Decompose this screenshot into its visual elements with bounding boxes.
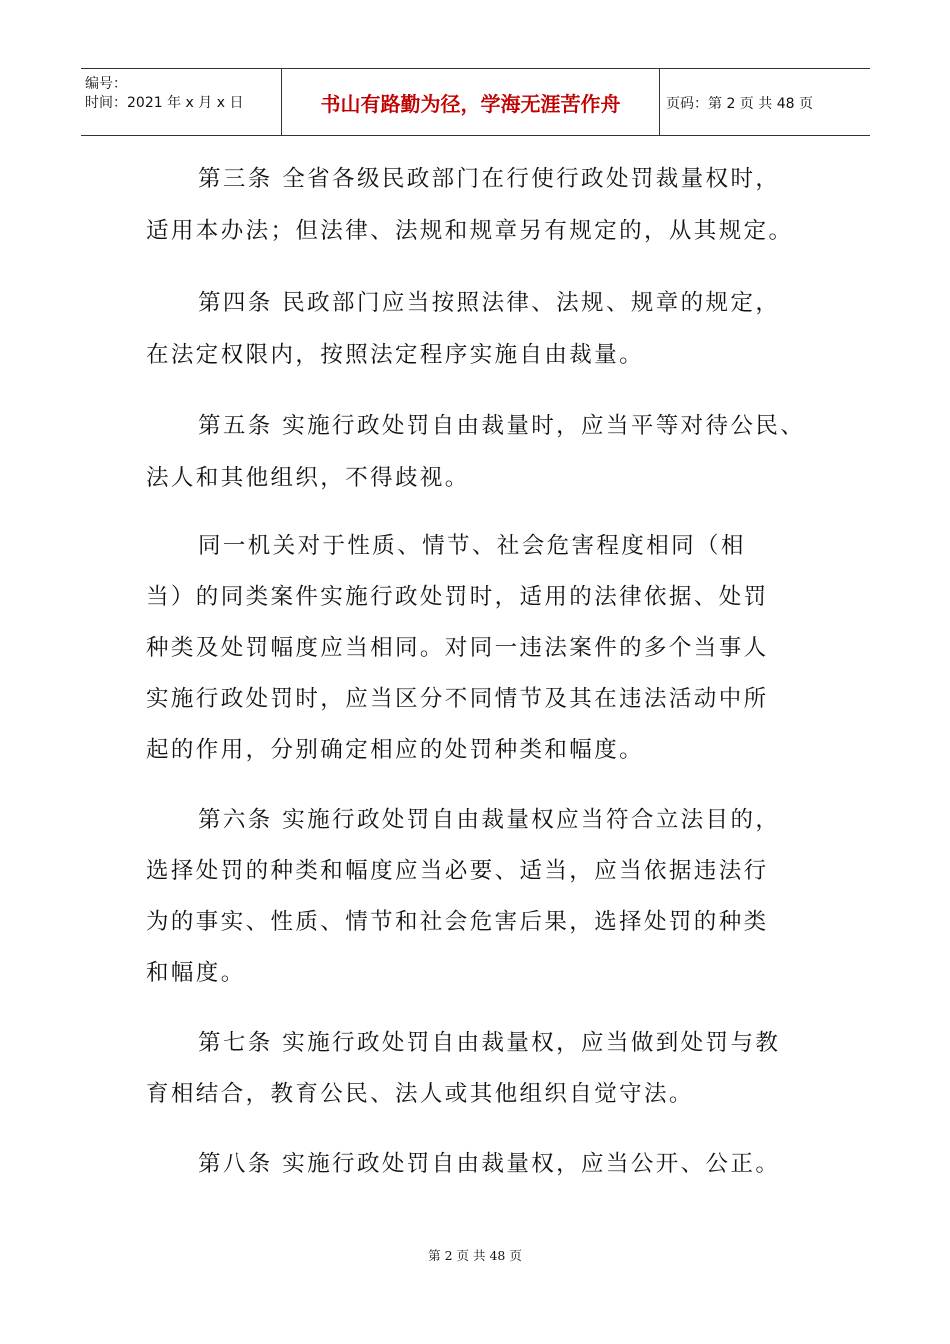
paragraph-line: 种类及处罚幅度应当相同。对同一违法案件的多个当事人 (146, 635, 769, 661)
document-number-label: 编号： (85, 76, 127, 92)
paragraph-first-line: 第八条 实施行政处罚自由裁量权，应当公开、公正。 (198, 1151, 781, 1177)
page-footer: 第 2 页 共 48 页 (428, 1248, 522, 1263)
paragraph-line: 实施行政处罚时，应当区分不同情节及其在违法活动中所 (146, 686, 769, 712)
paragraph-line: 当）的同类案件实施行政处罚时，适用的法律依据、处罚 (146, 584, 769, 610)
paragraph-line: 在法定权限内，按照法定程序实施自由裁量。 (146, 342, 645, 368)
header-page-info: 页码：第 2 页 共 48 页 (666, 96, 813, 112)
paragraph-line: 选择处罚的种类和幅度应当必要、适当，应当依据违法行 (146, 858, 769, 884)
paragraph-first-line: 第五条 实施行政处罚自由裁量时，应当平等对待公民、 (198, 413, 806, 439)
paragraph-line: 育相结合，教育公民、法人或其他组织自觉守法。 (146, 1081, 694, 1107)
document-date: 时间：2021 年 x 月 x 日 (85, 95, 244, 111)
paragraph-line: 适用本办法；但法律、法规和规章另有规定的，从其规定。 (146, 218, 794, 244)
paragraph-first-line: 第七条 实施行政处罚自由裁量权，应当做到处罚与教 (198, 1030, 781, 1056)
header-page-cell (660, 69, 870, 135)
header-motto: 书山有路勤为径，学海无涯苦作舟 (320, 91, 621, 116)
paragraph-line: 法人和其他组织，不得歧视。 (146, 465, 470, 491)
paragraph-first-line: 第四条 民政部门应当按照法律、法规、规章的规定， (198, 290, 781, 316)
paragraph-line: 起的作用，分别确定相应的处罚种类和幅度。 (146, 737, 645, 763)
header-meta (81, 69, 282, 135)
paragraph-first-line: 同一机关对于性质、情节、社会危害程度相同（相 (198, 533, 746, 559)
paragraph-line: 和幅度。 (146, 960, 246, 986)
page-header (81, 68, 870, 136)
paragraph-first-line: 第三条 全省各级民政部门在行使行政处罚裁量权时， (198, 166, 781, 192)
paragraph-line: 为的事实、性质、情节和社会危害后果，选择处罚的种类 (146, 909, 769, 935)
paragraph-first-line: 第六条 实施行政处罚自由裁量权应当符合立法目的， (198, 807, 781, 833)
header-motto-cell (282, 69, 660, 135)
